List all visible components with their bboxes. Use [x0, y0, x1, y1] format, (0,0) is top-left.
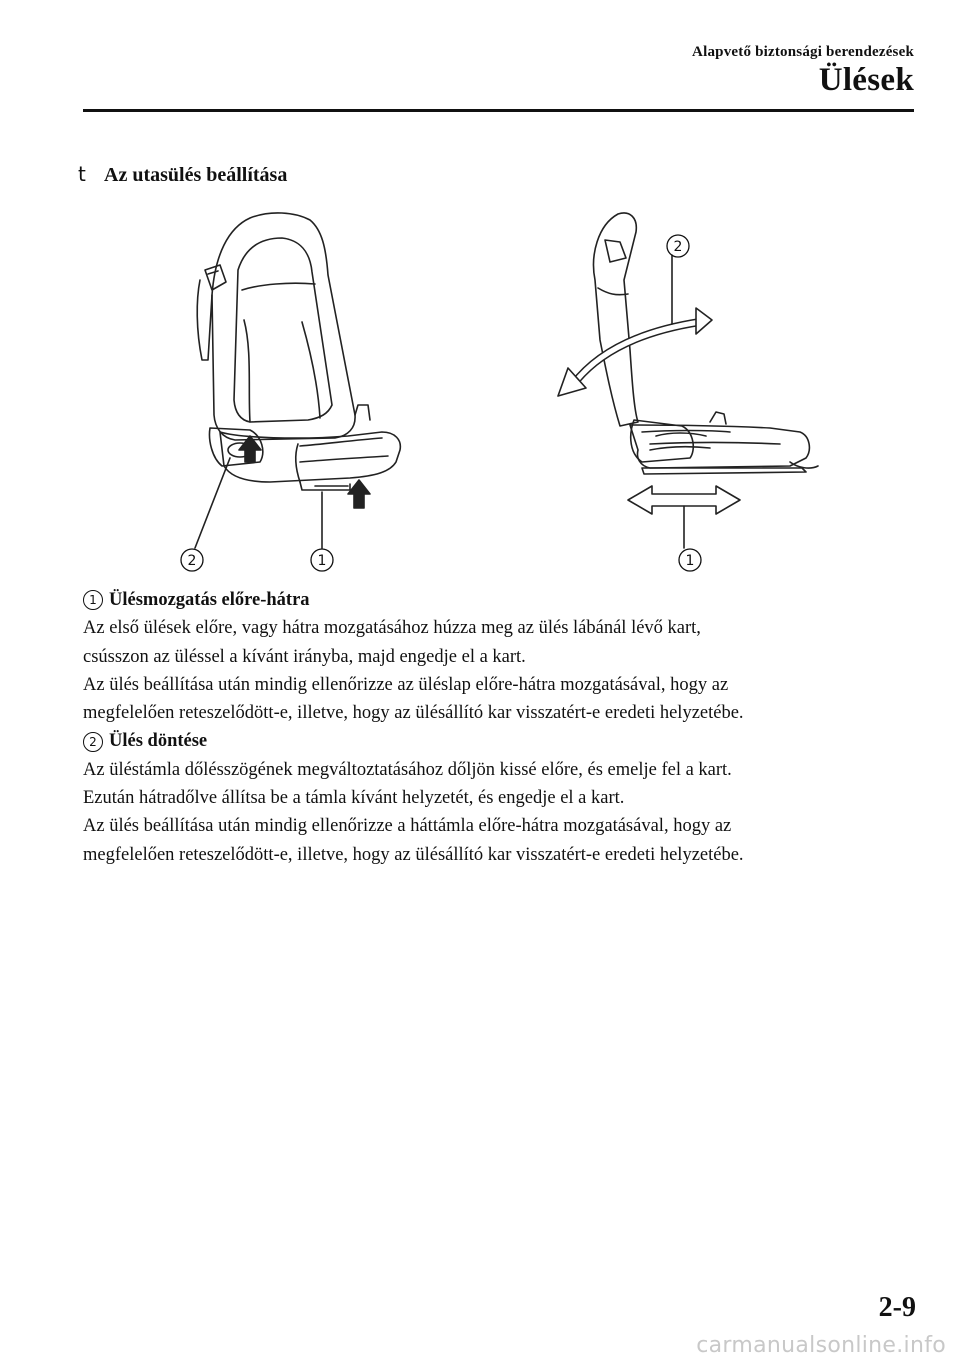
callout-left-2: 2 [187, 553, 197, 569]
paragraph-line: Az ülés beállítása után mindig ellenőrizze a háttámla előre-hátra mozgatásával, hogy az [83, 816, 732, 837]
instructions [83, 586, 913, 869]
callout-right-1: 1 [685, 553, 695, 569]
paragraph-line: megfelelően reteszelődött-e, illetve, hogy az ülésállító kar visszatért-e eredeti helyzetébe. [83, 844, 744, 865]
item-title-seat-slide: Ülésmozgatás előre-hátra [109, 590, 310, 610]
site-watermark: carmanualsonline.info [696, 1333, 946, 1358]
seat-adjustment-illustration [150, 200, 830, 585]
item-heading-seat-slide [83, 586, 913, 614]
page-number: 2-9 [878, 1292, 916, 1323]
paragraph-line: csússzon az üléssel a kívánt irányba, majd engedje el a kart. [83, 646, 526, 667]
section-marker: t [78, 162, 86, 186]
callout-right-2: 2 [673, 239, 683, 255]
section-heading-text: Az utasülés beállítása [104, 164, 288, 186]
paragraph-line: Az üléstámla dőlésszögének megváltoztatásához dőljön kissé előre, és emelje fel a kart. [83, 759, 732, 780]
item-heading-seat-recline [83, 727, 913, 755]
section-heading [78, 162, 287, 187]
seat-front-view [197, 213, 400, 490]
item-number-1: 1 [83, 590, 103, 610]
paragraph-line: Ezután hátradőlve állítsa be a támla kívánt helyzetét, és engedje el a kart. [83, 788, 625, 809]
header-divider [83, 109, 914, 112]
paragraph-line: Az első ülések előre, vagy hátra mozgatásához húzza meg az ülés lábánál lévő kart, [83, 618, 701, 639]
paragraph-line: megfelelően reteszelődött-e, illetve, hogy az ülésállító kar visszatért-e eredeti helyzetébe. [83, 703, 744, 724]
page-title: Ülések [818, 62, 914, 98]
item-number-2: 2 [83, 732, 103, 752]
item-title-seat-recline: Ülés döntése [109, 731, 208, 752]
paragraph-line: Az ülés beállítása után mindig ellenőrizze az üléslap előre-hátra mozgatásával, hogy az [83, 674, 729, 695]
chapter-subtitle: Alapvető biztonsági berendezések [692, 44, 914, 60]
callout-left-1: 1 [317, 553, 327, 569]
